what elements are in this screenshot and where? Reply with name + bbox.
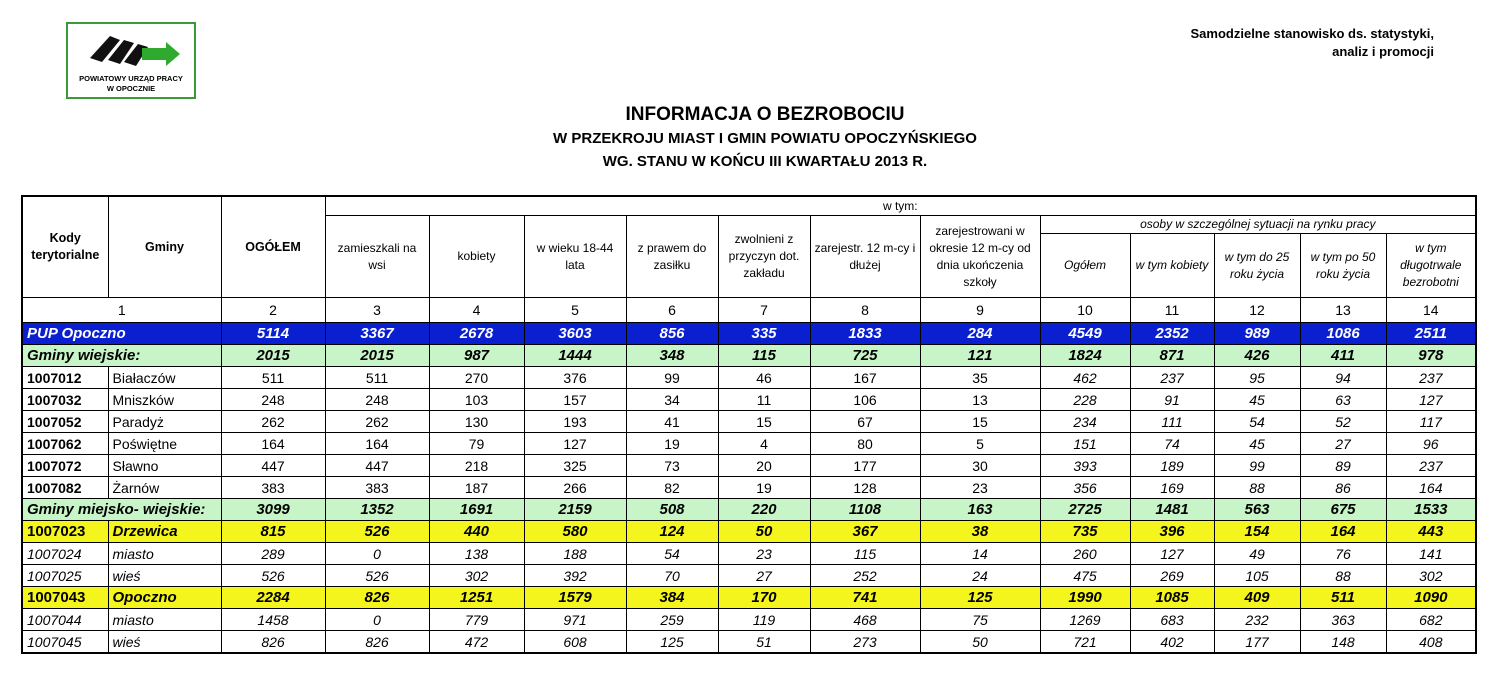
value-cell: 125	[626, 631, 718, 654]
value-cell: 284	[920, 323, 1040, 345]
value-cell: 1481	[1130, 499, 1214, 521]
value-cell: 1108	[810, 499, 920, 521]
value-cell: 164	[1300, 521, 1386, 543]
header-kody: Kody terytorialne	[22, 196, 108, 298]
table-row	[22, 455, 1476, 477]
value-cell: 1444	[524, 345, 626, 367]
value-cell: 80	[810, 433, 920, 455]
value-cell: 27	[1300, 433, 1386, 455]
value-cell: 89	[1300, 455, 1386, 477]
value-cell: 106	[810, 389, 920, 411]
value-cell: 1090	[1386, 587, 1476, 609]
table-row	[22, 587, 1476, 609]
value-cell: 19	[626, 433, 718, 455]
value-cell: 19	[718, 477, 810, 499]
table-row	[22, 499, 1476, 521]
value-cell: 402	[1130, 631, 1214, 654]
gmina-name: Poświętne	[108, 433, 221, 455]
table-row	[22, 345, 1476, 367]
value-cell: 125	[920, 587, 1040, 609]
value-cell: 15	[718, 411, 810, 433]
value-cell: 2511	[1386, 323, 1476, 345]
value-cell: 526	[325, 565, 429, 587]
value-cell: 34	[626, 389, 718, 411]
value-cell: 1086	[1300, 323, 1386, 345]
header-s-dlugo: w tym długotrwale bezrobotni	[1386, 234, 1476, 298]
table-row	[22, 543, 1476, 565]
value-cell: 88	[1300, 565, 1386, 587]
table-row	[22, 631, 1476, 654]
value-cell: 987	[429, 345, 524, 367]
logo-text-line2: W OPOCZNIE	[106, 84, 156, 93]
value-cell: 35	[920, 367, 1040, 389]
value-cell: 682	[1386, 609, 1476, 631]
value-cell: 151	[1040, 433, 1130, 455]
column-number: 14	[1386, 298, 1476, 323]
value-cell: 170	[718, 587, 810, 609]
value-cell: 426	[1214, 345, 1300, 367]
value-cell: 721	[1040, 631, 1130, 654]
value-cell: 164	[325, 433, 429, 455]
gmina-name: Paradyż	[108, 411, 221, 433]
value-cell: 164	[221, 433, 325, 455]
value-cell: 49	[1214, 543, 1300, 565]
value-cell: 232	[1214, 609, 1300, 631]
header-zarejestr12: zarejestr. 12 m-cy i dłużej	[810, 216, 920, 298]
gmina-name: Opoczno	[108, 587, 221, 609]
value-cell: 384	[626, 587, 718, 609]
value-cell: 30	[920, 455, 1040, 477]
value-cell: 167	[810, 367, 920, 389]
row-label: Gminy miejsko- wiejskie:	[22, 499, 221, 521]
value-cell: 266	[524, 477, 626, 499]
value-cell: 50	[920, 631, 1040, 654]
value-cell: 237	[1130, 367, 1214, 389]
value-cell: 1352	[325, 499, 429, 521]
value-cell: 392	[524, 565, 626, 587]
logo-text-line1: POWIATOWY URZĄD PRACY	[79, 74, 183, 83]
value-cell: 138	[429, 543, 524, 565]
value-cell: 127	[1386, 389, 1476, 411]
value-cell: 52	[1300, 411, 1386, 433]
column-number: 13	[1300, 298, 1386, 323]
gmina-name: Mniszków	[108, 389, 221, 411]
value-cell: 163	[920, 499, 1040, 521]
value-cell: 15	[920, 411, 1040, 433]
value-cell: 871	[1130, 345, 1214, 367]
value-cell: 725	[810, 345, 920, 367]
value-cell: 675	[1300, 499, 1386, 521]
value-cell: 526	[325, 521, 429, 543]
value-cell: 115	[718, 345, 810, 367]
column-number: 9	[920, 298, 1040, 323]
value-cell: 1833	[810, 323, 920, 345]
org-line2: analiz i promocji	[1332, 44, 1434, 59]
value-cell: 472	[429, 631, 524, 654]
value-cell: 82	[626, 477, 718, 499]
table-row	[22, 411, 1476, 433]
value-cell: 447	[221, 455, 325, 477]
value-cell: 4	[718, 433, 810, 455]
header-zwolnieni: zwolnieni z przyczyn dot. zakładu	[718, 216, 810, 298]
value-cell: 289	[221, 543, 325, 565]
value-cell: 1085	[1130, 587, 1214, 609]
value-cell: 2352	[1130, 323, 1214, 345]
gmina-name: wieś	[108, 631, 221, 654]
value-cell: 356	[1040, 477, 1130, 499]
value-cell: 409	[1214, 587, 1300, 609]
value-cell: 971	[524, 609, 626, 631]
value-cell: 127	[524, 433, 626, 455]
value-cell: 105	[1214, 565, 1300, 587]
header-zarejestrowani: zarejestrowani w okresie 12 m-cy od dnia ukończenia szkoły	[920, 216, 1040, 298]
value-cell: 75	[920, 609, 1040, 631]
value-cell: 119	[718, 609, 810, 631]
value-cell: 411	[1300, 345, 1386, 367]
value-cell: 978	[1386, 345, 1476, 367]
territorial-code: 1007062	[22, 433, 108, 455]
table-row	[22, 565, 1476, 587]
header-osoby: osoby w szczególnej sytuacji na rynku pracy	[1040, 216, 1476, 234]
gmina-name: wieś	[108, 565, 221, 587]
value-cell: 443	[1386, 521, 1476, 543]
organization-label	[1191, 25, 1434, 61]
value-cell: 111	[1130, 411, 1214, 433]
column-number: 10	[1040, 298, 1130, 323]
value-cell: 269	[1130, 565, 1214, 587]
value-cell: 302	[1386, 565, 1476, 587]
value-cell: 508	[626, 499, 718, 521]
value-cell: 95	[1214, 367, 1300, 389]
column-number: 5	[524, 298, 626, 323]
value-cell: 440	[429, 521, 524, 543]
value-cell: 4549	[1040, 323, 1130, 345]
value-cell: 20	[718, 455, 810, 477]
value-cell: 74	[1130, 433, 1214, 455]
value-cell: 127	[1130, 543, 1214, 565]
value-cell: 124	[626, 521, 718, 543]
header-s-do25: w tym do 25 roku życia	[1214, 234, 1300, 298]
value-cell: 260	[1040, 543, 1130, 565]
value-cell: 511	[221, 367, 325, 389]
value-cell: 1251	[429, 587, 524, 609]
value-cell: 1579	[524, 587, 626, 609]
value-cell: 248	[325, 389, 429, 411]
value-cell: 2015	[325, 345, 429, 367]
value-cell: 1269	[1040, 609, 1130, 631]
value-cell: 67	[810, 411, 920, 433]
value-cell: 302	[429, 565, 524, 587]
territorial-code: 1007072	[22, 455, 108, 477]
territorial-code: 1007052	[22, 411, 108, 433]
value-cell: 0	[325, 609, 429, 631]
column-number: 7	[718, 298, 810, 323]
value-cell: 826	[325, 587, 429, 609]
value-cell: 99	[1214, 455, 1300, 477]
row-label: Gminy wiejskie:	[22, 345, 221, 367]
territorial-code: 1007045	[22, 631, 108, 654]
value-cell: 683	[1130, 609, 1214, 631]
value-cell: 154	[1214, 521, 1300, 543]
value-cell: 989	[1214, 323, 1300, 345]
value-cell: 1458	[221, 609, 325, 631]
value-cell: 234	[1040, 411, 1130, 433]
value-cell: 462	[1040, 367, 1130, 389]
value-cell: 141	[1386, 543, 1476, 565]
value-cell: 563	[1214, 499, 1300, 521]
value-cell: 11	[718, 389, 810, 411]
value-cell: 23	[718, 543, 810, 565]
value-cell: 169	[1130, 477, 1214, 499]
value-cell: 3099	[221, 499, 325, 521]
header-s-po50: w tym po 50 roku życia	[1300, 234, 1386, 298]
value-cell: 63	[1300, 389, 1386, 411]
value-cell: 79	[429, 433, 524, 455]
value-cell: 46	[718, 367, 810, 389]
gmina-name: Sławno	[108, 455, 221, 477]
header-wiek: w wieku 18-44 lata	[524, 216, 626, 298]
value-cell: 45	[1214, 389, 1300, 411]
column-number: 4	[429, 298, 524, 323]
value-cell: 237	[1386, 367, 1476, 389]
page-subtitle-2: WG. STANU W KOŃCU III KWARTAŁU 2013 R.	[602, 153, 928, 170]
value-cell: 54	[626, 543, 718, 565]
value-cell: 130	[429, 411, 524, 433]
value-cell: 468	[810, 609, 920, 631]
value-cell: 511	[1300, 587, 1386, 609]
header-s-kobiety: w tym kobiety	[1130, 234, 1214, 298]
value-cell: 259	[626, 609, 718, 631]
value-cell: 248	[221, 389, 325, 411]
value-cell: 228	[1040, 389, 1130, 411]
row-label: PUP Opoczno	[22, 323, 221, 345]
territorial-code: 1007082	[22, 477, 108, 499]
value-cell: 91	[1130, 389, 1214, 411]
value-cell: 157	[524, 389, 626, 411]
value-cell: 177	[1214, 631, 1300, 654]
value-cell: 511	[325, 367, 429, 389]
value-cell: 41	[626, 411, 718, 433]
column-number: 3	[325, 298, 429, 323]
territorial-code: 1007025	[22, 565, 108, 587]
value-cell: 252	[810, 565, 920, 587]
value-cell: 3367	[325, 323, 429, 345]
value-cell: 99	[626, 367, 718, 389]
org-line1: Samodzielne stanowisko ds. statystyki,	[1190, 26, 1434, 41]
gmina-name: Żarnów	[108, 477, 221, 499]
value-cell: 189	[1130, 455, 1214, 477]
value-cell: 608	[524, 631, 626, 654]
value-cell: 128	[810, 477, 920, 499]
value-cell: 23	[920, 477, 1040, 499]
column-number: 12	[1214, 298, 1300, 323]
value-cell: 2678	[429, 323, 524, 345]
value-cell: 363	[1300, 609, 1386, 631]
value-cell: 51	[718, 631, 810, 654]
value-cell: 383	[221, 477, 325, 499]
header-kobiety: kobiety	[429, 216, 524, 298]
value-cell: 475	[1040, 565, 1130, 587]
value-cell: 13	[920, 389, 1040, 411]
value-cell: 115	[810, 543, 920, 565]
column-number: 1	[22, 298, 221, 323]
value-cell: 237	[1386, 455, 1476, 477]
column-number: 8	[810, 298, 920, 323]
value-cell: 826	[325, 631, 429, 654]
value-cell: 188	[524, 543, 626, 565]
territorial-code: 1007012	[22, 367, 108, 389]
table-row	[22, 433, 1476, 455]
value-cell: 393	[1040, 455, 1130, 477]
value-cell: 348	[626, 345, 718, 367]
value-cell: 262	[325, 411, 429, 433]
value-cell: 1990	[1040, 587, 1130, 609]
value-cell: 2015	[221, 345, 325, 367]
value-cell: 273	[810, 631, 920, 654]
value-cell: 1533	[1386, 499, 1476, 521]
territorial-code: 1007044	[22, 609, 108, 631]
gmina-name: Białaczów	[108, 367, 221, 389]
value-cell: 735	[1040, 521, 1130, 543]
value-cell: 24	[920, 565, 1040, 587]
value-cell: 3603	[524, 323, 626, 345]
header-ogolem: OGÓŁEM	[221, 196, 325, 298]
value-cell: 117	[1386, 411, 1476, 433]
territorial-code: 1007024	[22, 543, 108, 565]
value-cell: 526	[221, 565, 325, 587]
value-cell: 367	[810, 521, 920, 543]
gmina-name: miasto	[108, 543, 221, 565]
value-cell: 73	[626, 455, 718, 477]
value-cell: 187	[429, 477, 524, 499]
value-cell: 218	[429, 455, 524, 477]
value-cell: 164	[1386, 477, 1476, 499]
value-cell: 5	[920, 433, 1040, 455]
value-cell: 148	[1300, 631, 1386, 654]
header-zamieszkali: zamieszkali na wsi	[325, 216, 429, 298]
value-cell: 376	[524, 367, 626, 389]
value-cell: 741	[810, 587, 920, 609]
value-cell: 76	[1300, 543, 1386, 565]
arrow-logo-icon	[80, 30, 186, 72]
value-cell: 779	[429, 609, 524, 631]
column-number: 11	[1130, 298, 1214, 323]
value-cell: 262	[221, 411, 325, 433]
value-cell: 27	[718, 565, 810, 587]
value-cell: 96	[1386, 433, 1476, 455]
territorial-code: 1007032	[22, 389, 108, 411]
territorial-code: 1007043	[22, 587, 108, 609]
value-cell: 1824	[1040, 345, 1130, 367]
value-cell: 270	[429, 367, 524, 389]
table-row	[22, 609, 1476, 631]
value-cell: 0	[325, 543, 429, 565]
value-cell: 177	[810, 455, 920, 477]
value-cell: 2725	[1040, 499, 1130, 521]
value-cell: 193	[524, 411, 626, 433]
value-cell: 88	[1214, 477, 1300, 499]
gmina-name: miasto	[108, 609, 221, 631]
table-row	[22, 323, 1476, 345]
logo	[66, 22, 196, 99]
header-s-ogolem: Ogółem	[1040, 234, 1130, 298]
value-cell: 815	[221, 521, 325, 543]
table-row	[22, 477, 1476, 499]
value-cell: 94	[1300, 367, 1386, 389]
header-w-tym: w tym:	[325, 196, 1476, 216]
value-cell: 2159	[524, 499, 626, 521]
value-cell: 335	[718, 323, 810, 345]
territorial-code: 1007023	[22, 521, 108, 543]
header-gminy: Gminy	[108, 196, 221, 298]
value-cell: 408	[1386, 631, 1476, 654]
table-row	[22, 521, 1476, 543]
value-cell: 826	[221, 631, 325, 654]
column-number: 2	[221, 298, 325, 323]
page-subtitle-1: W PRZEKROJU MIAST I GMIN POWIATU OPOCZYŃSKIEGO	[553, 130, 977, 147]
page-title: INFORMACJA O BEZROBOCIU	[625, 104, 905, 125]
value-cell: 86	[1300, 477, 1386, 499]
value-cell: 54	[1214, 411, 1300, 433]
value-cell: 45	[1214, 433, 1300, 455]
value-cell: 121	[920, 345, 1040, 367]
unemployment-table	[21, 195, 1477, 654]
value-cell: 103	[429, 389, 524, 411]
gmina-name: Drzewica	[108, 521, 221, 543]
value-cell: 856	[626, 323, 718, 345]
value-cell: 447	[325, 455, 429, 477]
value-cell: 5114	[221, 323, 325, 345]
value-cell: 70	[626, 565, 718, 587]
value-cell: 325	[524, 455, 626, 477]
value-cell: 396	[1130, 521, 1214, 543]
value-cell: 580	[524, 521, 626, 543]
value-cell: 38	[920, 521, 1040, 543]
value-cell: 50	[718, 521, 810, 543]
value-cell: 2284	[221, 587, 325, 609]
column-number: 6	[626, 298, 718, 323]
value-cell: 14	[920, 543, 1040, 565]
value-cell: 220	[718, 499, 810, 521]
table-row	[22, 367, 1476, 389]
header-zasilek: z prawem do zasiłku	[626, 216, 718, 298]
value-cell: 383	[325, 477, 429, 499]
value-cell: 1691	[429, 499, 524, 521]
table-row	[22, 389, 1476, 411]
